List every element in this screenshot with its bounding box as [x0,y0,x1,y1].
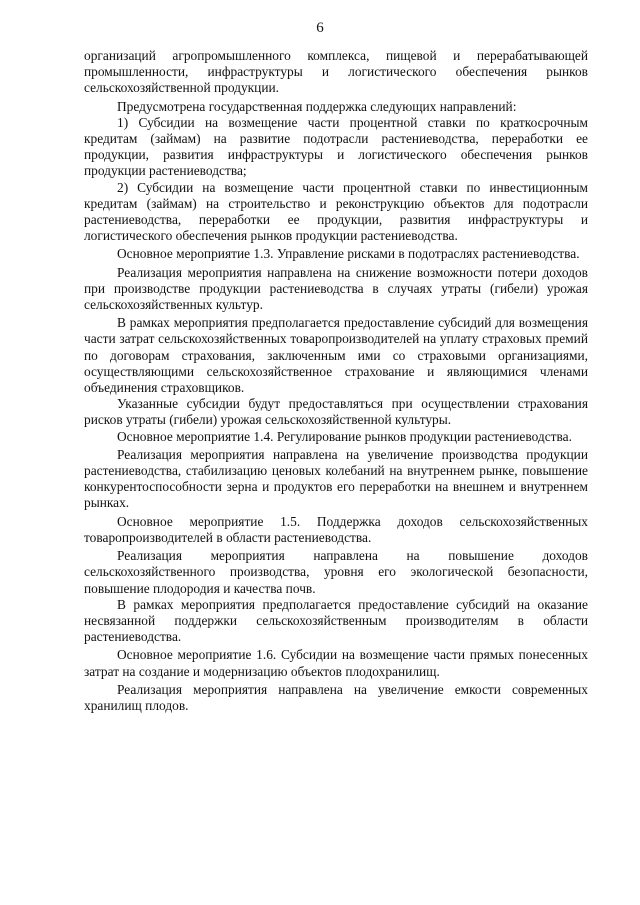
paragraph-subsidy-short-term: 1) Субсидии на возмещение части процентной ставки по краткосрочным кредитам (займам) на развитие подотрасли растениеводства, переработки ее продукции, развития инфраструктуры и логистического обеспечения рынков продукции растениеводства; [84,114,588,179]
paragraph-insurance-conditions: Указанные субсидии будут предоставляться при осуществлении страхования рисков утраты (гибели) урожая сельскохозяйственной культуры. [84,396,588,428]
document-body [84,48,588,714]
paragraph-insurance-subsidies: В рамках мероприятия предполагается предоставление субсидий для возмещения части затрат сельскохозяйственных товаропроизводителей на уплату страховых премий по договорам страхования, заключенным ими со страховыми организациями, осуществляющими сельскохозяйственное страхование и являющимися членами объединения страховщиков. [84,315,588,396]
paragraph-activity-1-6-goal: Реализация мероприятия направлена на увеличение емкости современных хранилищ плодов. [84,681,588,713]
paragraph-activity-1-3-goal: Реализация мероприятия направлена на снижение возможности потери доходов при производстве продукции растениеводства в случаях утраты (гибели) урожая сельскохозяйственных культур. [84,264,588,313]
paragraph-unrelated-support: В рамках мероприятия предполагается предоставление субсидий на оказание несвязанной поддержки сельскохозяйственным производителям в области растениеводства. [84,596,588,645]
paragraph-activity-1-5: Основное мероприятие 1.5. Поддержка доходов сельскохозяйственных товаропроизводителей в области растениеводства. [84,513,588,545]
paragraph-subsidy-investment: 2) Субсидии на возмещение части процентной ставки по инвестиционным кредитам (займам) на строительство и реконструкцию объектов для подотрасли растениеводства, переработки ее продукции, развития инфраструктуры и логистического обеспечения рынков продукции растениеводства. [84,179,588,244]
paragraph-support-intro: Предусмотрена государственная поддержка следующих направлений: [117,98,517,114]
page-number: 6 [316,20,324,36]
paragraph-activity-1-3: Основное мероприятие 1.3. Управление рисками в подотраслях растениеводства. [117,246,580,262]
paragraph-activity-1-6: Основное мероприятие 1.6. Субсидии на возмещение части прямых понесенных затрат на создание и модернизацию объектов плодохранилищ. [84,647,588,679]
paragraph-continuation: организаций агропромышленного комплекса, пищевой и перерабатывающей промышленности, инфраструктуры и логистического обеспечения рынков сельскохозяйственной продукции. [84,48,588,96]
paragraph-activity-1-4: Основное мероприятие 1.4. Регулирование рынков продукции растениеводства. [117,428,572,444]
paragraph-activity-1-4-goal: Реализация мероприятия направлена на увеличение производства продукции растениеводства, стабилизацию ценовых колебаний на внутреннем рынке, повышение конкурентоспособности зерна и продуктов его переработки на внешнем и внутреннем рынках. [84,446,588,511]
paragraph-activity-1-5-goal: Реализация мероприятия направлена на повышение доходов сельскохозяйственного производства, уровня его экологической безопасности, повышение плодородия и качества почв. [84,548,588,596]
